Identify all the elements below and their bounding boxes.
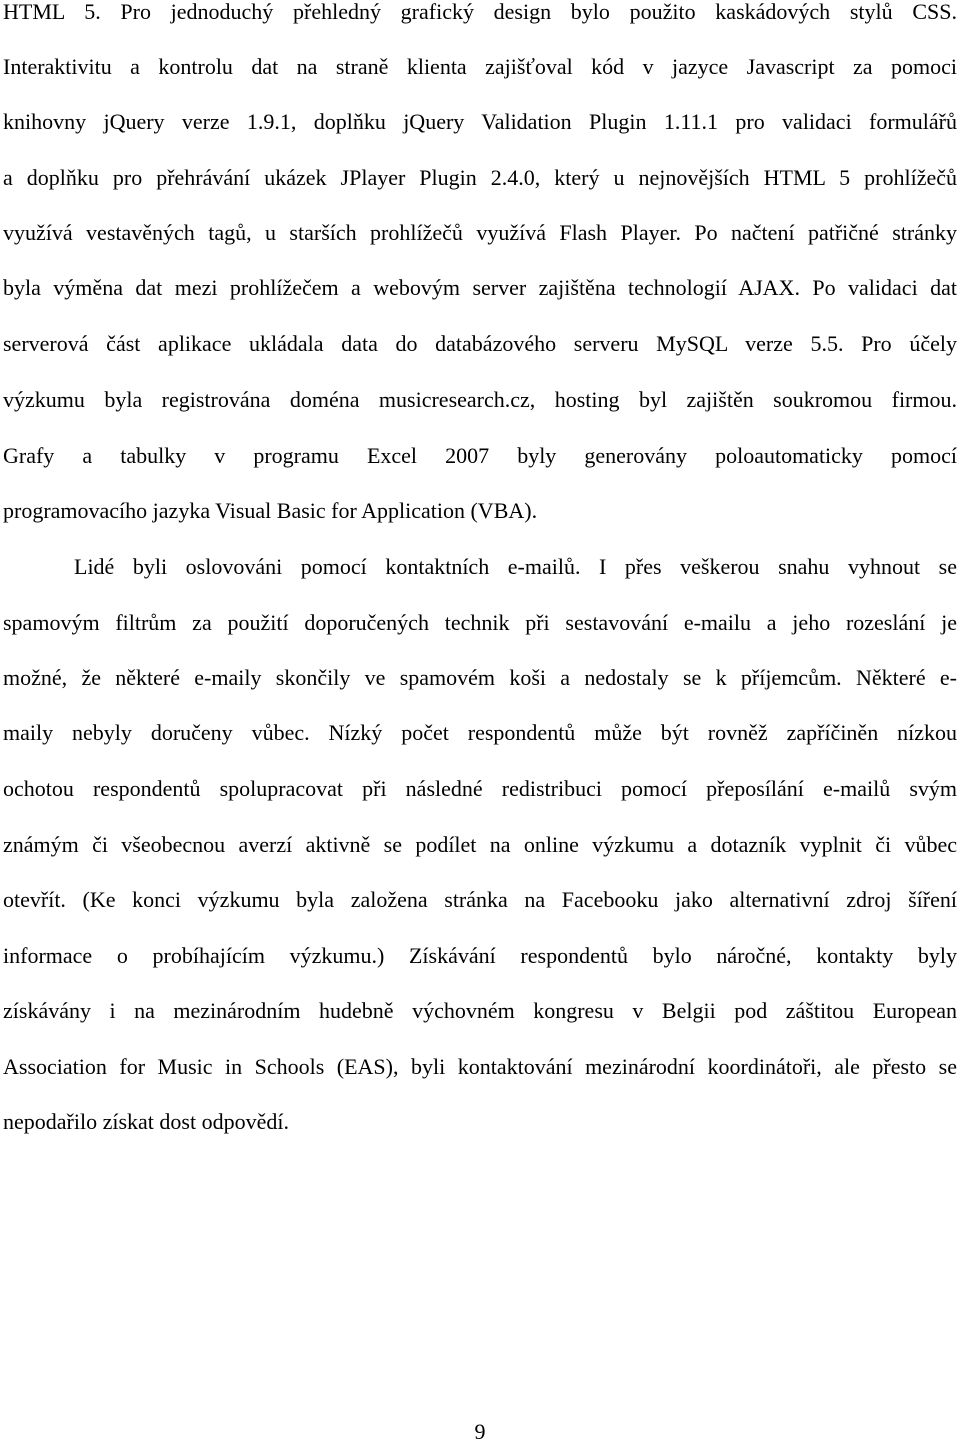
text-line: HTML 5. Pro jednoduchý přehledný grafický design bylo použito kaskádových stylů CSS. <box>3 0 957 24</box>
text-line: získávány i na mezinárodním hudebně výchovném kongresu v Belgii pod záštitou European <box>3 998 957 1023</box>
text-line: serverová část aplikace ukládala data do databázového serveru MySQL verze 5.5. Pro účely <box>3 331 957 356</box>
text-line: ochotou respondentů spolupracovat při následné redistribuci pomocí přeposílání e-mailů svým <box>3 776 957 801</box>
text-line: byla výměna dat mezi prohlížečem a webovým server zajištěna technologií AJAX. Po validaci dat <box>3 275 957 300</box>
text-line: informace o probíhajícím výzkumu.) Získávání respondentů bylo náročné, kontakty byly <box>3 943 957 968</box>
text-line: programovacího jazyka Visual Basic for Application (VBA). <box>3 498 538 523</box>
text-line: využívá vestavěných tagů, u starších prohlížečů využívá Flash Player. Po načtení patřičné stránky <box>3 220 957 245</box>
text-line: Association for Music in Schools (EAS), byli kontaktování mezinárodní koordinátoři, ale přesto se <box>3 1054 957 1079</box>
text-line: a doplňku pro přehrávání ukázek JPlayer Plugin 2.4.0, který u nejnovějších HTML 5 prohlížečů <box>3 165 957 190</box>
text-line: Lidé byli oslovováni pomocí kontaktních e-mailů. I přes veškerou snahu vyhnout se <box>74 554 957 579</box>
text-line: otevřít. (Ke konci výzkumu byla založena stránka na Facebooku jako alternativní zdroj šíření <box>3 887 957 912</box>
text-line: spamovým filtrům za použití doporučených technik při sestavování e-mailu a jeho rozeslání je <box>3 610 957 635</box>
text-line: nepodařilo získat dost odpovědí. <box>3 1109 289 1134</box>
text-line: výzkumu byla registrována doména musicresearch.cz, hosting byl zajištěn soukromou firmou. <box>3 387 957 412</box>
text-line: knihovny jQuery verze 1.9.1, doplňku jQuery Validation Plugin 1.11.1 pro validaci formulářů <box>3 109 957 134</box>
text-line: možné, že některé e-maily skončily ve spamovém koši a nedostaly se k příjemcům. Některé e- <box>3 665 957 690</box>
text-line: známým či všeobecnou averzí aktivně se podílet na online výzkumu a dotazník vyplnit či vůbec <box>3 832 957 857</box>
text-line: Grafy a tabulky v programu Excel 2007 byly generovány poloautomaticky pomocí <box>3 443 957 468</box>
text-line: maily nebyly doručeny vůbec. Nízký počet respondentů může být rovněž zapříčiněn nízkou <box>3 720 957 745</box>
page-number: 9 <box>474 1419 486 1444</box>
text-line: Interaktivitu a kontrolu dat na straně klienta zajišťoval kód v jazyce Javascript za pomoci <box>3 54 957 79</box>
